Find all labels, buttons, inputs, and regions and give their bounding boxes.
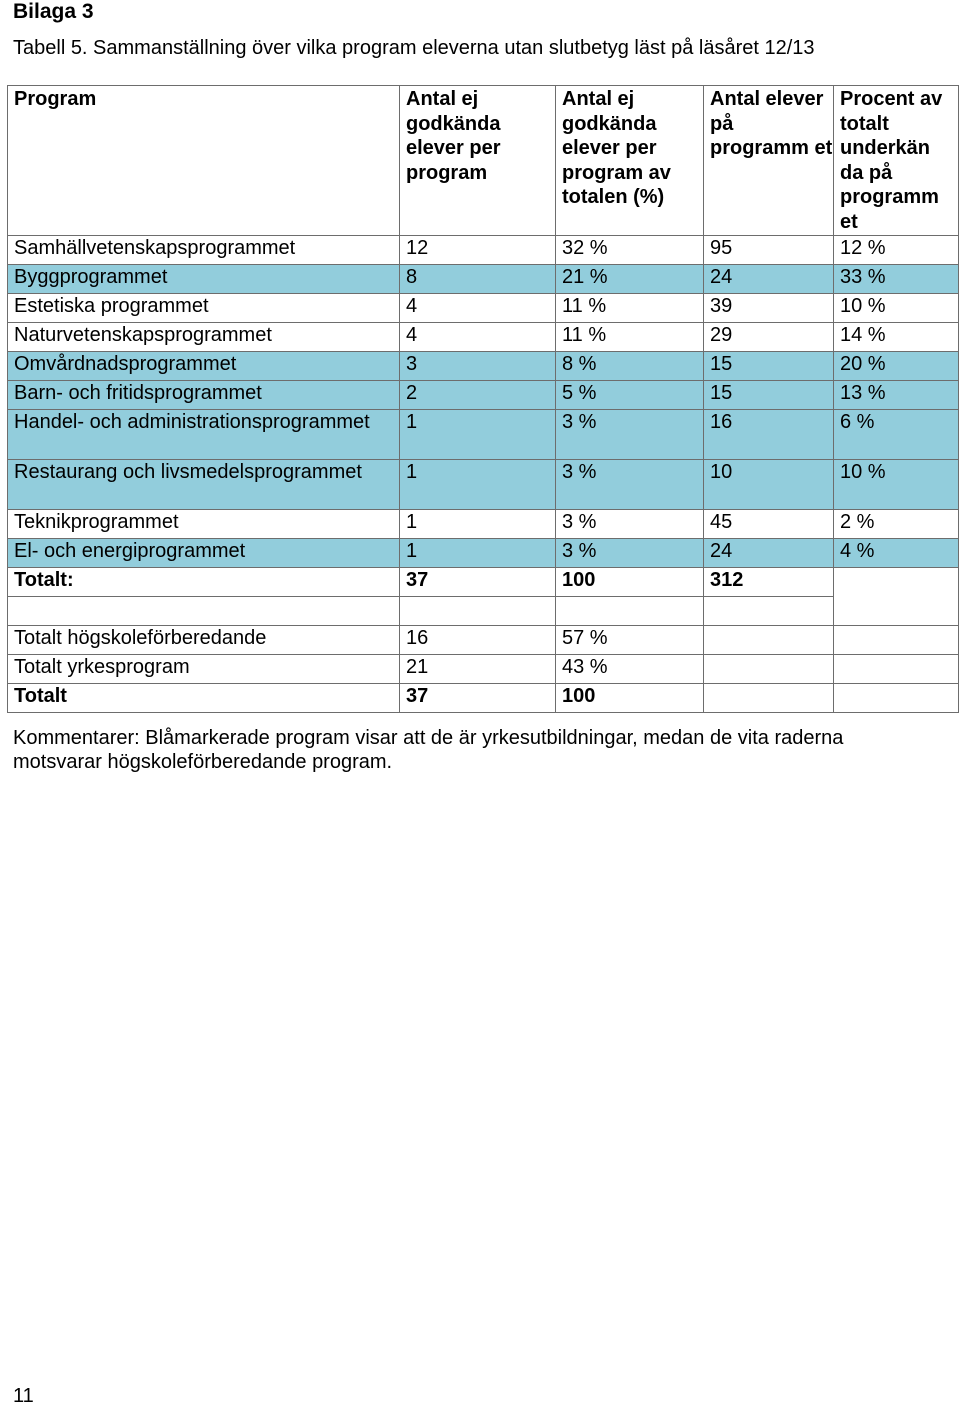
failed-percent: 10 % [834, 294, 959, 323]
failed-count: 4 [400, 294, 556, 323]
program-name: Barn- och fritidsprogrammet [8, 381, 400, 410]
total-count: 37 [400, 568, 556, 597]
failed-count: 3 [400, 352, 556, 381]
summary-empty [834, 626, 959, 655]
summary-row [8, 684, 959, 713]
failed-percent: 33 % [834, 265, 959, 294]
summary-share: 43 % [556, 655, 704, 684]
total-percent [834, 568, 959, 597]
failed-count: 12 [400, 236, 556, 265]
student-count: 24 [704, 265, 834, 294]
spacer-cell [704, 597, 834, 626]
total-students: 312 [704, 568, 834, 597]
student-count: 16 [704, 410, 834, 460]
program-name: Teknikprogrammet [8, 510, 400, 539]
failed-count: 2 [400, 381, 556, 410]
total-label: Totalt: [8, 568, 400, 597]
failed-share: 32 % [556, 236, 704, 265]
spacer-cell [400, 597, 556, 626]
summary-label: Totalt högskoleförberedande [8, 626, 400, 655]
student-count: 29 [704, 323, 834, 352]
failed-count: 1 [400, 410, 556, 460]
table-row [8, 294, 959, 323]
failed-share: 8 % [556, 352, 704, 381]
failed-share: 3 % [556, 510, 704, 539]
failed-count: 1 [400, 539, 556, 568]
failed-count: 1 [400, 460, 556, 510]
programs-table [7, 85, 959, 713]
failed-percent: 4 % [834, 539, 959, 568]
spacer-row [8, 597, 959, 626]
summary-empty [704, 684, 834, 713]
summary-count: 37 [400, 684, 556, 713]
failed-count: 4 [400, 323, 556, 352]
student-count: 95 [704, 236, 834, 265]
header-students: Antal elever på programm et [704, 86, 834, 236]
header-share: Antal ej godkända elever per program av totalen (%) [556, 86, 704, 236]
failed-percent: 10 % [834, 460, 959, 510]
student-count: 15 [704, 352, 834, 381]
total-row [8, 568, 959, 597]
failed-share: 3 % [556, 539, 704, 568]
program-name: Estetiska programmet [8, 294, 400, 323]
spacer-cell [8, 597, 400, 626]
failed-share: 5 % [556, 381, 704, 410]
failed-percent: 13 % [834, 381, 959, 410]
program-name: Omvårdnadsprogrammet [8, 352, 400, 381]
table-comment: Kommentarer: Blåmarkerade program visar att de är yrkesutbildningar, medan de vita raderna motsvarar högskoleförberedande program. [13, 727, 844, 773]
failed-percent: 12 % [834, 236, 959, 265]
summary-count: 21 [400, 655, 556, 684]
page-heading: Bilaga 3 [13, 0, 94, 23]
summary-empty [704, 655, 834, 684]
summary-empty [704, 626, 834, 655]
header-percent: Procent av totalt underkän da på programm et [834, 86, 959, 236]
table-row [8, 323, 959, 352]
failed-percent: 14 % [834, 323, 959, 352]
summary-row [8, 655, 959, 684]
table-row [8, 510, 959, 539]
table-row [8, 410, 959, 460]
table-row [8, 352, 959, 381]
summary-empty [834, 655, 959, 684]
student-count: 15 [704, 381, 834, 410]
page-number: 11 [13, 1385, 34, 1407]
student-count: 39 [704, 294, 834, 323]
spacer-cell [834, 597, 959, 626]
table-row [8, 460, 959, 510]
header-count: Antal ej godkända elever per program [400, 86, 556, 236]
student-count: 10 [704, 460, 834, 510]
summary-share: 57 % [556, 626, 704, 655]
spacer-cell [556, 597, 704, 626]
failed-count: 1 [400, 510, 556, 539]
table-row [8, 265, 959, 294]
failed-share: 11 % [556, 323, 704, 352]
failed-share: 3 % [556, 460, 704, 510]
student-count: 45 [704, 510, 834, 539]
program-name: Naturvetenskapsprogrammet [8, 323, 400, 352]
total-share: 100 [556, 568, 704, 597]
summary-label: Totalt yrkesprogram [8, 655, 400, 684]
summary-row [8, 626, 959, 655]
failed-share: 3 % [556, 410, 704, 460]
summary-share: 100 [556, 684, 704, 713]
program-name: Restaurang och livsmedelsprogrammet [8, 460, 400, 510]
table-row [8, 539, 959, 568]
program-name: El- och energiprogrammet [8, 539, 400, 568]
header-program: Program [8, 86, 400, 236]
table-row [8, 236, 959, 265]
summary-empty [834, 684, 959, 713]
table-caption: Tabell 5. Sammanställning över vilka program eleverna utan slutbetyg läst på läsåret 12/13 [13, 37, 815, 59]
summary-label: Totalt [8, 684, 400, 713]
failed-count: 8 [400, 265, 556, 294]
program-name: Samhällvetenskapsprogrammet [8, 236, 400, 265]
program-name: Byggprogrammet [8, 265, 400, 294]
summary-count: 16 [400, 626, 556, 655]
student-count: 24 [704, 539, 834, 568]
table-row [8, 381, 959, 410]
failed-share: 11 % [556, 294, 704, 323]
header-row [8, 86, 959, 236]
program-name: Handel- och administrationsprogrammet [8, 410, 400, 460]
failed-share: 21 % [556, 265, 704, 294]
failed-percent: 2 % [834, 510, 959, 539]
failed-percent: 20 % [834, 352, 959, 381]
failed-percent: 6 % [834, 410, 959, 460]
